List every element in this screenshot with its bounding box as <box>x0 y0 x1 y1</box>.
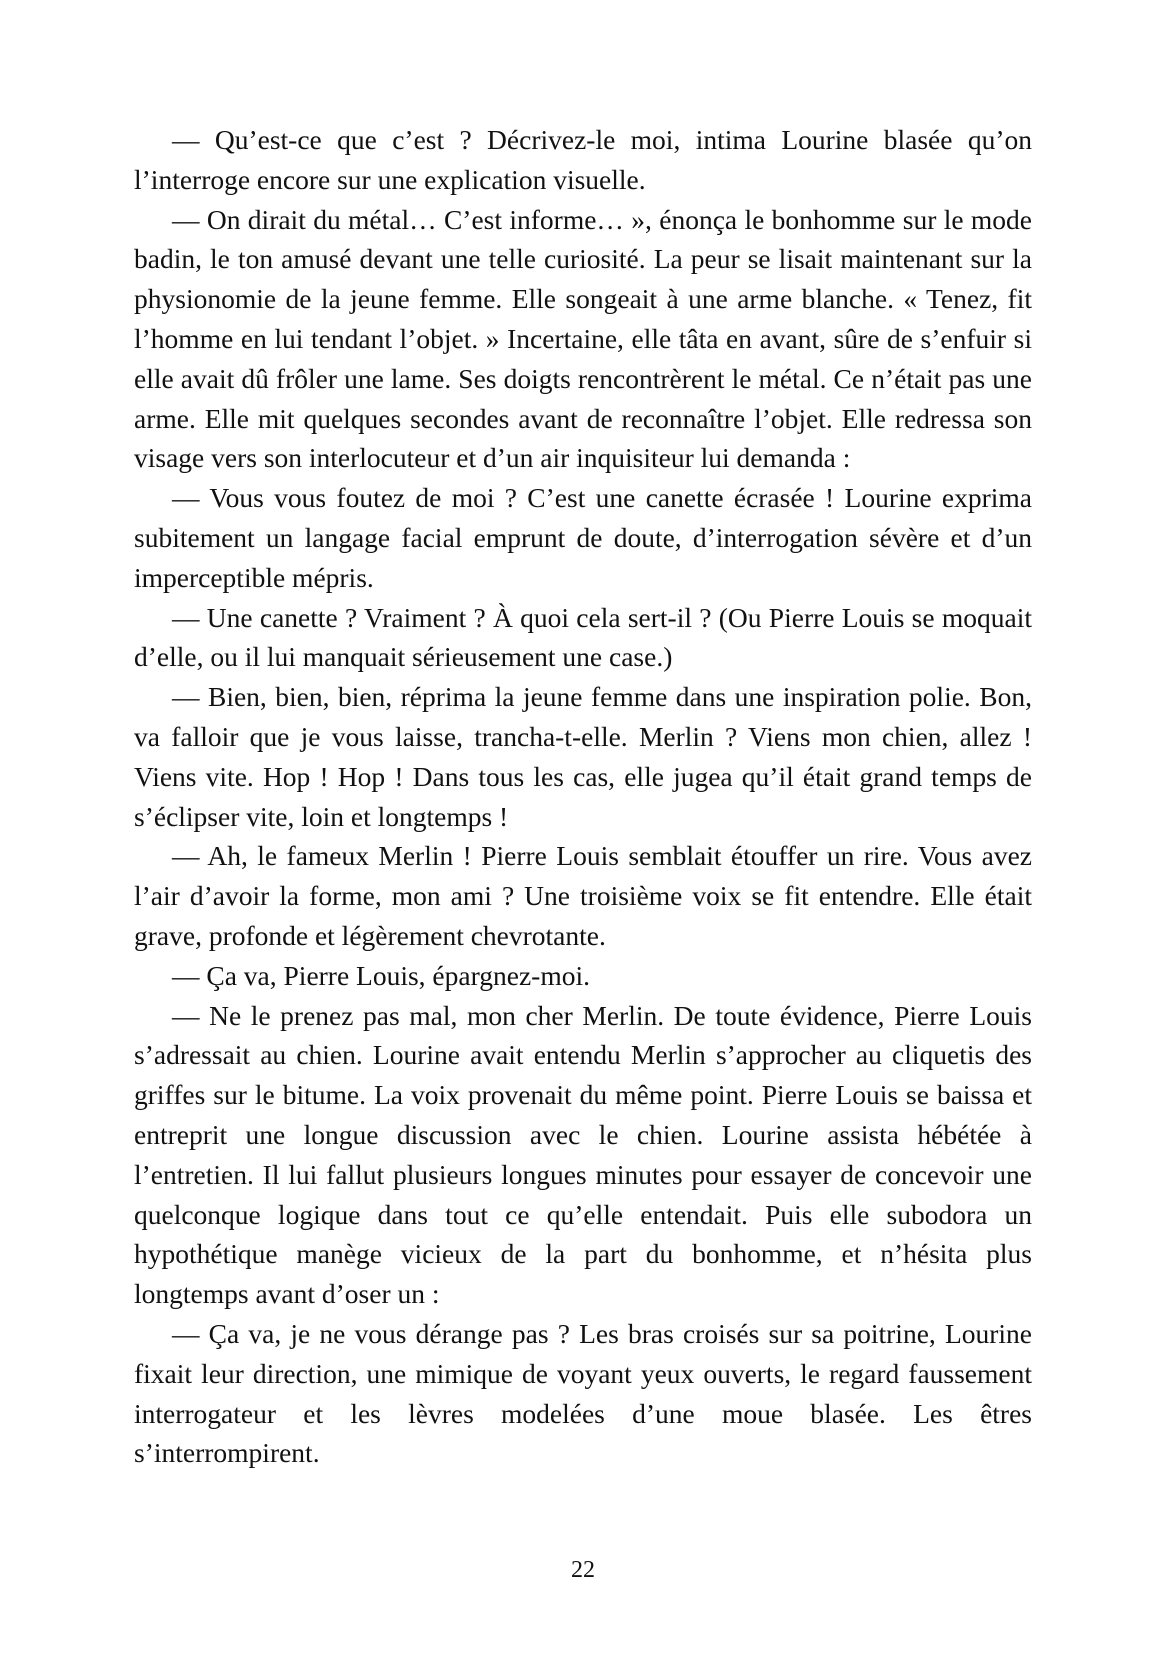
page-number: 22 <box>571 1557 595 1583</box>
paragraph: — Vous vous foutez de moi ? C’est une canette écrasée ! Lourine exprima subitement un langage facial emprunt de doute, d’interrogation sévère et d’un imperceptible mépris. <box>134 482 1032 593</box>
paragraph: — Ça va, Pierre Louis, épargnez-moi. <box>172 959 590 991</box>
paragraph: — Une canette ? Vraiment ? À quoi cela sert-il ? (Ou Pierre Louis se moquait d’elle, ou il lui manquait sérieusement une case.) <box>134 601 1032 673</box>
paragraph: — Bien, bien, bien, réprima la jeune femme dans une inspiration polie. Bon, va falloir que je vous laisse, trancha-t-elle. Merlin ? Viens mon chien, allez ! Viens vite. Hop ! Hop ! Dans tous les cas, elle jugea qu’il était grand temps de s’éclipser vite, loin et longtemps ! <box>134 681 1032 832</box>
paragraph: — Ne le prenez pas mal, mon cher Merlin. De toute évidence, Pierre Louis s’adressait au chien. Lourine avait entendu Merlin s’approcher au cliquetis des griffes sur le bitume. La voix provenait du même point. Pierre Louis se baissa et entreprit une longue discussion avec le chien. Lourine assista hébétée à l’entretien. Il lui fallut plusieurs longues minutes pour essayer de concevoir une quelconque logique dans tout ce qu’elle entendait. Puis elle subodora un hypothétique manège vicieux de la part du bonhomme, et n’hésita plus longtemps avant d’oser un : <box>134 999 1032 1310</box>
body-text <box>134 120 1032 1473</box>
paragraph: — Ah, le fameux Merlin ! Pierre Louis semblait étouffer un rire. Vous avez l’air d’avoir la forme, mon ami ? Une troisième voix se fit entendre. Elle était grave, profonde et légèrement chevrotante. <box>134 840 1032 951</box>
paragraph: — On dirait du métal… C’est informe… », énonça le bonhomme sur le mode badin, le ton amusé devant une telle curiosité. La peur se lisait maintenant sur la physionomie de la jeune femme. Elle songeait à une arme blanche. « Tenez, fit l’homme en lui tendant l’objet. » Incertaine, elle tâta en avant, sûre de s’enfuir si elle avait dû frôler une lame. Ses doigts rencontrèrent le métal. Ce n’était pas une arme. Elle mit quelques secondes avant de reconnaître l’objet. Elle redressa son visage vers son interlocuteur et d’un air inquisiteur lui demanda : <box>134 203 1032 474</box>
paragraph: — Qu’est-ce que c’est ? Décrivez-le moi, intima Lourine blasée qu’on l’interroge encore sur une explication visuelle. <box>134 124 1032 195</box>
paragraph: — Ça va, je ne vous dérange pas ? Les bras croisés sur sa poitrine, Lourine fixait leur direction, une mimique de voyant yeux ouverts, le regard faussement interrogateur et les lèvres modelées d’une moue blasée. Les êtres s’interrompirent. <box>134 1317 1032 1469</box>
